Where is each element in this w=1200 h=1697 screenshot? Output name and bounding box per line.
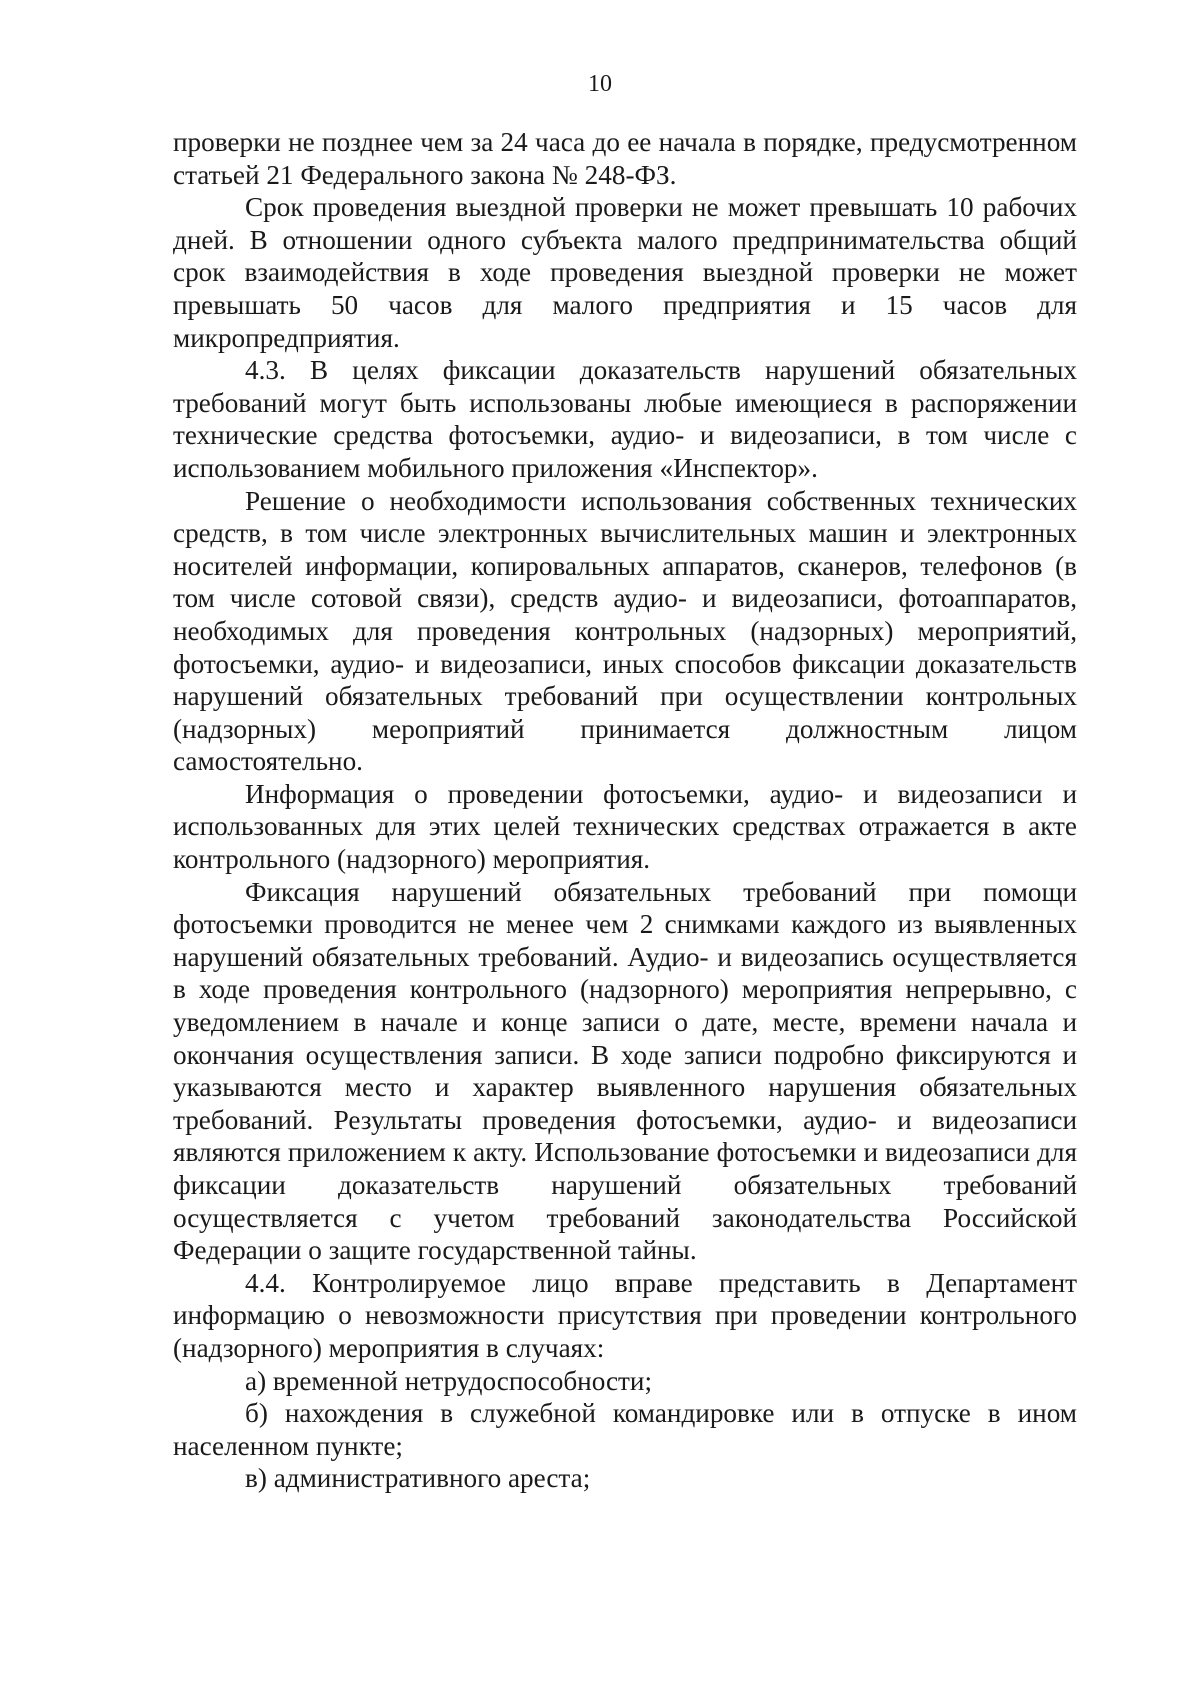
paragraph-recording-info: Информация о проведении фотосъемки, аудио- и видеозаписи и использованных для этих целей технических средствах отражается в акте контрольного (надзорного) мероприятия.: [173, 778, 1077, 875]
list-item-c: в) административного ареста;: [245, 1463, 591, 1494]
paragraph-4-3: 4.3. В целях фиксации доказательств нарушений обязательных требований могут быть использованы любые имеющиеся в распоряжении технические средства фотосъемки, аудио- и видеозаписи, в том числе с использованием мобильного приложения «Инспектор».: [173, 355, 1077, 483]
list-item-a: а) временной нетрудоспособности;: [245, 1365, 653, 1396]
paragraph-technical-means-decision: Решение о необходимости использования собственных технических средств, в том числе электронных вычислительных машин и электронных носителей информации, копировальных аппаратов, сканеров, телефонов (в том числе сотовой связи), средств аудио- и видеозаписи, фотоаппаратов, необходимых для проведения контрольных (надзорных) мероприятий, фотосъемки, аудио- и видеозаписи, иных способов фиксации доказательств нарушений обязательных требований при осуществлении контрольных (надзорных) мероприятий принимается должностным лицом самостоятельно.: [173, 485, 1077, 777]
paragraph-inspection-duration: Срок проведения выездной проверки не может превышать 10 рабочих дней. В отношении одного субъекта малого предпринимательства общий срок взаимодействия в ходе проведения выездной проверки не может превышать 50 часов для малого предприятия и 15 часов для микропредприятия.: [173, 192, 1077, 353]
page-number: 10: [588, 71, 612, 97]
paragraph-4-4: 4.4. Контролируемое лицо вправе представить в Департамент информацию о невозможности присутствия при проведении контрольного (надзорного) мероприятия в случаях:: [173, 1267, 1077, 1363]
document-body: [173, 126, 1077, 1495]
list-item-b: б) нахождения в служебной командировке или в отпуске в ином населенном пункте;: [173, 1398, 1077, 1461]
paragraph-violation-fixation: Фиксация нарушений обязательных требований при помощи фотосъемки проводится не менее чем 2 снимками каждого из выявленных нарушений обязательных требований. Аудио- и видеозапись осуществляется в ходе проведения контрольного (надзорного) мероприятия непрерывно, с уведомлением в начале и конце записи о дате, месте, времени начала и окончания осуществления записи. В ходе записи подробно фиксируются и указываются место и характер выявленного нарушения обязательных требований. Результаты проведения фотосъемки, аудио- и видеозаписи являются приложением к акту. Использование фотосъемки и видеозаписи для фиксации доказательств нарушений обязательных требований осуществляется с учетом требований законодательства Российской Федерации о защите государственной тайны.: [173, 876, 1077, 1266]
paragraph-continuation: проверки не позднее чем за 24 часа до ее начала в порядке, предусмотренном статьей 21 Федерального закона № 248-ФЗ.: [173, 127, 1077, 190]
